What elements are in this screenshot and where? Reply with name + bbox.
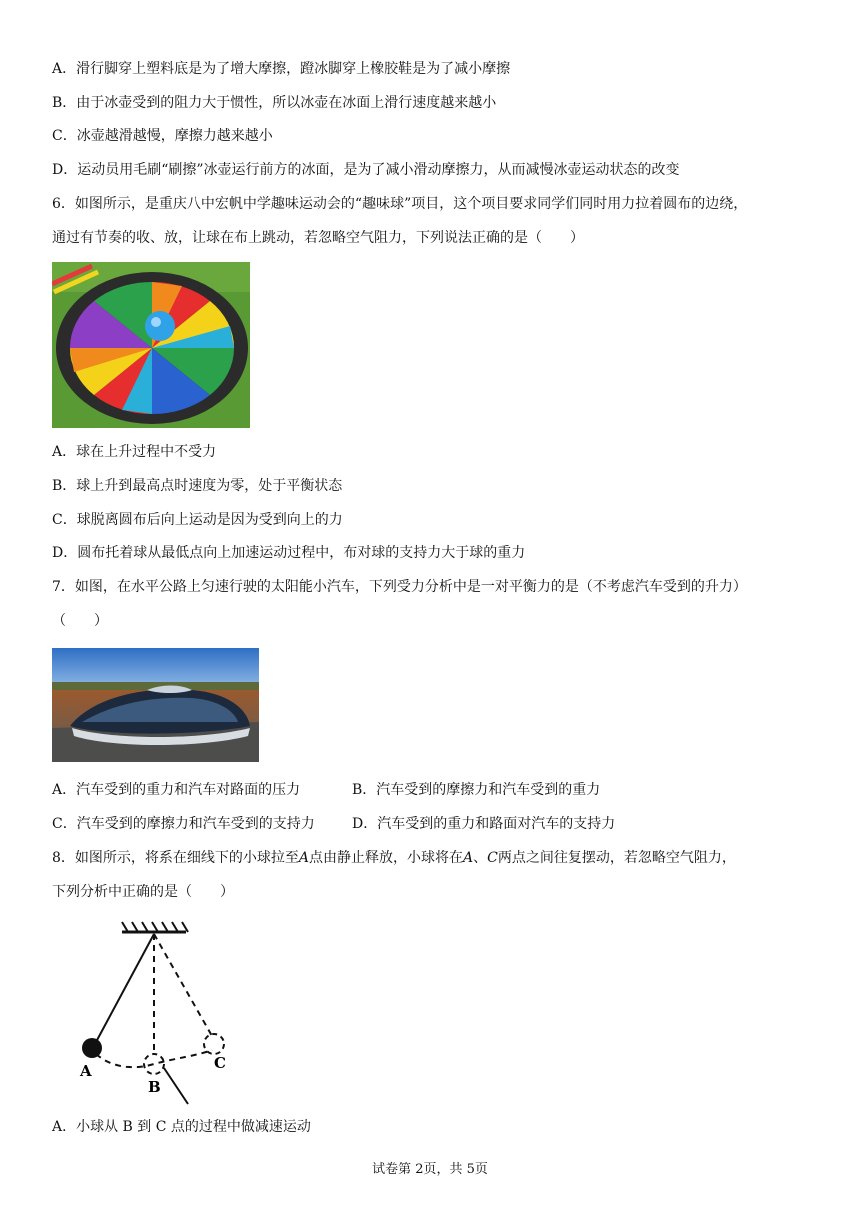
- q6-option-a: A．球在上升过程中不受力: [52, 444, 217, 460]
- page-footer: 试卷第 2页，共 5页: [372, 1162, 488, 1177]
- q6-stem-line1: 6．如图所示，是重庆八中宏帆中学趣味运动会的“趣味球”项目，这个项目要求同学们同时用力拉着圆布的边绕，: [52, 196, 748, 212]
- q7-option-a: A．汽车受到的重力和汽车对路面的压力: [52, 782, 301, 798]
- q8-var-a2: A: [463, 850, 474, 866]
- q5-option-d: D．运动员用毛刷“刷擦”冰壶运行前方的冰面，是为了减小滑动摩擦力，从而减慢冰壶运动状态的改变: [52, 162, 680, 178]
- q8-stem-part3: 两点之间往复摆动，若忽略空气阻力，: [497, 850, 736, 866]
- q7-option-b: B．汽车受到的摩擦力和汽车受到的重力: [352, 782, 601, 798]
- q8-var-a: A: [298, 850, 310, 866]
- q7-stem-line2: （ ）: [52, 613, 108, 629]
- q8-stem-line1: [52, 848, 736, 868]
- q7-option-c: C．汽车受到的摩擦力和汽车受到的支持力: [52, 816, 315, 832]
- q6-option-c: C．球脱离圆布后向上运动是因为受到向上的力: [52, 512, 343, 528]
- parachute-game-photo: [52, 262, 250, 428]
- q8-stem-part1: 8．如图所示，将系在细线下的小球拉至: [52, 850, 299, 866]
- q5-option-a: A．滑行脚穿上塑料底是为了增大摩擦，蹬冰脚穿上橡胶鞋是为了减小摩擦: [52, 61, 511, 77]
- q8-var-c: C: [487, 850, 498, 866]
- pendulum-label-a: A: [80, 1062, 92, 1080]
- solar-car-photo: [52, 648, 259, 762]
- q6-option-b: B．球上升到最高点时速度为零，处于平衡状态: [52, 478, 343, 494]
- q6-stem-line2: 通过有节奏的收、放，让球在布上跳动，若忽略空气阻力，下列说法正确的是（ ）: [52, 230, 584, 246]
- q7-stem-line1: 7．如图，在水平公路上匀速行驶的太阳能小汽车，下列受力分析中是一对平衡力的是（不考虑汽车受到的升力）: [52, 579, 747, 595]
- q8-sep: 、: [473, 850, 488, 866]
- q8-stem-part2: 点由静止释放，小球将在: [309, 850, 464, 866]
- q8-stem-line2: 下列分析中正确的是（ ）: [52, 884, 234, 900]
- pendulum-label-c: C: [214, 1054, 226, 1072]
- q5-option-c: C．冰壶越滑越慢，摩擦力越来越小: [52, 128, 273, 144]
- q7-option-d: D．汽车受到的重力和路面对汽车的支持力: [352, 816, 616, 832]
- pendulum-label-b: B: [148, 1078, 161, 1096]
- q6-option-d: D．圆布托着球从最低点向上加速运动过程中，布对球的支持力大于球的重力: [52, 545, 526, 561]
- q8-option-a: A．小球从 B 到 C 点的过程中做减速运动: [52, 1119, 311, 1135]
- q5-option-b: B．由于冰壶受到的阻力大于惯性，所以冰壶在冰面上滑行速度越来越小: [52, 95, 497, 111]
- pendulum-diagram: [72, 918, 252, 1106]
